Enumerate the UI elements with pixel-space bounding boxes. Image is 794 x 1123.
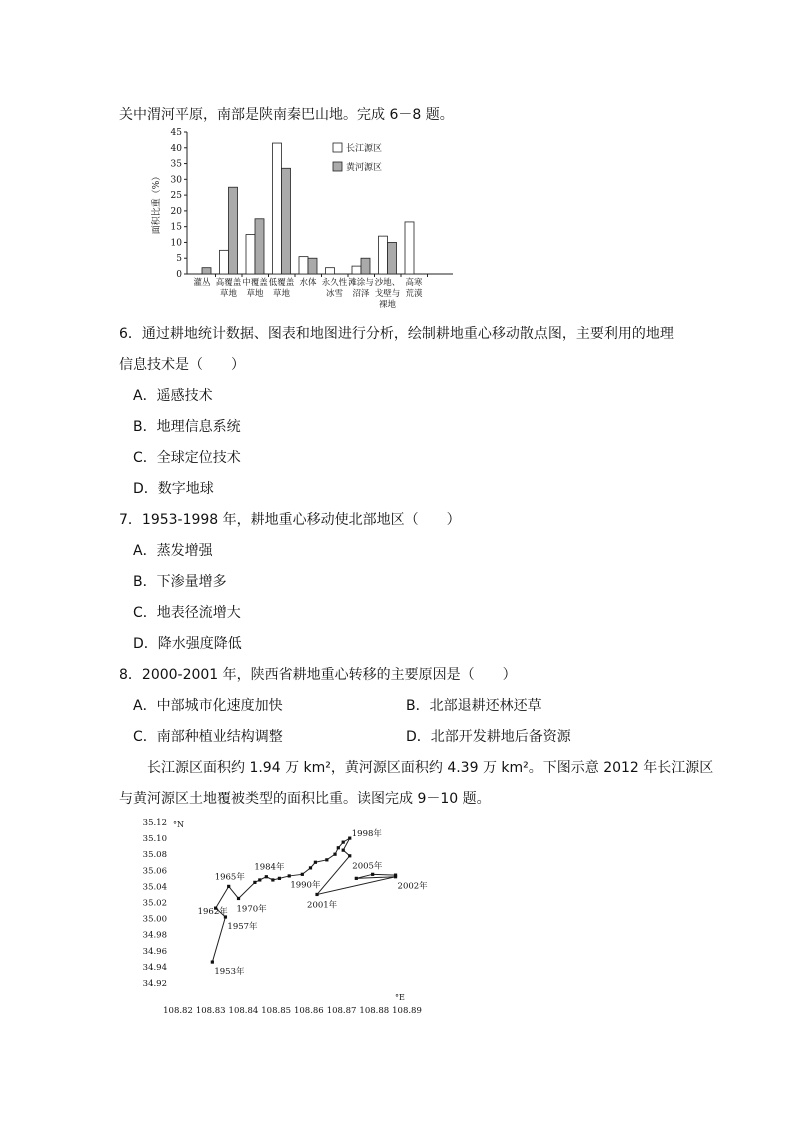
bar-changjiang <box>299 257 308 274</box>
scatter-x-tick-label: 108.86 <box>293 1006 324 1015</box>
trajectory-point-label: 1984年 <box>254 862 285 873</box>
q6-stem-line1: 6．通过耕地统计数据、图表和地图进行分析，绘制耕地重心移动散点图，主要利用的地理 <box>119 326 674 342</box>
trajectory-point <box>253 881 256 884</box>
scatter-y-tick-label: 35.00 <box>142 914 167 925</box>
bar-changjiang <box>379 236 388 274</box>
bar-category-label: 草地 <box>219 289 238 299</box>
trajectory-point <box>237 897 240 900</box>
trajectory-point <box>394 874 397 877</box>
trajectory-point <box>371 873 374 876</box>
bar-y-tick-label: 15 <box>170 222 182 233</box>
bar-category-label: 低覆盖 <box>268 278 295 288</box>
trajectory-point <box>348 854 351 857</box>
bar-category-label: 裸地 <box>378 300 397 310</box>
trajectory-point-label: 1957年 <box>227 921 258 932</box>
passage-line2: 与黄河源区土地覆被类型的面积比重。读图完成 9－10 题。 <box>119 791 491 807</box>
bar-category-label: 草地 <box>272 289 291 299</box>
bar-y-tick-label: 35 <box>170 159 182 170</box>
bar-category-label: 高寒 <box>405 278 423 288</box>
bar-y-tick-label: 20 <box>170 206 182 217</box>
bar-y-tick-label: 10 <box>170 238 182 249</box>
scatter-y-tick-label: 35.04 <box>142 882 167 893</box>
q6-stem-line2: 信息技术是（ ） <box>119 357 245 373</box>
q6-option-a[interactable]: A．遥感技术 <box>133 388 213 404</box>
trajectory-point-label: 1990年 <box>290 880 321 891</box>
q7-option-b[interactable]: B．下渗量增多 <box>133 574 227 590</box>
scatter-x-tick-label: 108.89 <box>392 1006 422 1015</box>
bar-category-label: 灌丛 <box>193 278 211 288</box>
scatter-y-tick-label: 34.98 <box>142 930 167 941</box>
scatter-y-tick-label: 34.92 <box>142 979 167 989</box>
bar-huanghe <box>282 168 291 274</box>
q8-option-c[interactable]: C．南部种植业结构调整 <box>133 729 283 745</box>
trajectory-point <box>258 878 261 881</box>
bar-category-label: 高覆盖 <box>215 278 242 288</box>
bar-category-label: 沼泽 <box>352 289 370 299</box>
bar-huanghe <box>361 258 370 274</box>
trajectory-point-label: 2005年 <box>352 861 383 872</box>
bar-category-label: 永久性 <box>321 278 348 288</box>
trajectory-point-label: 1970年 <box>236 904 267 915</box>
bar-y-tick-label: 40 <box>170 143 182 154</box>
bar-y-tick-label: 45 <box>170 128 182 138</box>
bar-huanghe <box>202 268 211 274</box>
bar-huanghe <box>229 187 238 274</box>
bar-category-label: 水体 <box>299 278 317 288</box>
trajectory-point <box>278 877 281 880</box>
bar-changjiang <box>352 266 361 274</box>
q8-option-d[interactable]: D．北部开发耕地后备资源 <box>406 729 571 745</box>
bar-changjiang <box>273 143 282 274</box>
trajectory-point-label: 2001年 <box>307 900 338 911</box>
q7-option-d[interactable]: D．降水强度降低 <box>133 636 242 652</box>
trajectory-point <box>333 853 336 856</box>
bar-huanghe <box>388 242 397 274</box>
bar-legend-swatch <box>333 143 342 152</box>
q8-option-b[interactable]: B．北部退耕还林还草 <box>406 698 542 714</box>
bar-changjiang <box>326 268 335 274</box>
scatter-y-unit: °N <box>173 820 184 829</box>
bar-legend-swatch <box>333 162 342 171</box>
scatter-y-tick-label: 35.12 <box>142 818 167 828</box>
q6-option-c[interactable]: C．全球定位技术 <box>133 450 241 466</box>
bar-y-tick-label: 5 <box>176 254 182 265</box>
trajectory-point <box>288 874 291 877</box>
bar-y-axis-label: 面积比重（%） <box>152 171 162 235</box>
trajectory-point <box>309 866 312 869</box>
q7-option-a[interactable]: A．蒸发增强 <box>133 543 213 559</box>
q8-stem: 8．2000-2001 年，陕西省耕地重心转移的主要原因是（ ） <box>119 667 517 683</box>
bar-legend-label: 黄河源区 <box>346 163 383 173</box>
trajectory-point <box>342 849 345 852</box>
bar-y-tick-label: 25 <box>170 191 182 202</box>
q7-stem: 7．1953-1998 年，耕地重心移动使北部地区（ ） <box>119 512 461 528</box>
scatter-y-tick-label: 34.94 <box>142 962 167 973</box>
scatter-y-tick-label: 35.08 <box>142 850 167 861</box>
bar-category-label: 沙地、 <box>374 278 401 288</box>
q7-option-c[interactable]: C．地表径流增大 <box>133 605 241 621</box>
bar-huanghe <box>255 219 264 274</box>
bar-changjiang <box>220 250 229 274</box>
bar-category-label: 中覆盖 <box>242 278 268 288</box>
q6-option-d[interactable]: D．数字地球 <box>133 481 214 497</box>
bar-category-label: 草地 <box>246 289 264 299</box>
bar-changjiang <box>246 235 255 274</box>
intro-line: 关中渭河平原，南部是陕南秦巴山地。完成 6－8 题。 <box>119 107 454 123</box>
bar-category-label: 冰雪 <box>325 289 344 299</box>
scatter-x-tick-label: 108.87 <box>326 1006 357 1015</box>
bar-category-label: 荒漠 <box>405 289 423 299</box>
trajectory-point <box>342 841 345 844</box>
trajectory-point <box>301 873 304 876</box>
trajectory-line <box>212 838 395 962</box>
trajectory-point <box>325 858 328 861</box>
trajectory-point <box>314 861 317 864</box>
trajectory-point-label: 1998年 <box>351 829 382 840</box>
q8-option-a[interactable]: A．中部城市化速度加快 <box>133 698 283 714</box>
cropland-centroid-chart <box>133 815 433 1015</box>
trajectory-point-label: 1953年 <box>214 967 245 978</box>
trajectory-point <box>337 846 340 849</box>
trajectory-point-label: 1962年 <box>197 907 228 918</box>
trajectory-point <box>211 960 214 963</box>
passage-line1: 长江源区面积约 1.94 万 km²，黄河源区面积约 4.39 万 km²。下图示意 2012 年长江源区 <box>147 760 714 776</box>
scatter-y-tick-label: 35.06 <box>142 866 167 877</box>
trajectory-point <box>227 885 230 888</box>
scatter-x-tick-label: 108.84 <box>228 1006 259 1015</box>
bar-category-label: 滩涂与 <box>348 278 374 288</box>
bar-y-tick-label: 0 <box>176 270 182 280</box>
bar-changjiang <box>405 222 414 274</box>
scatter-x-tick-label: 108.88 <box>359 1006 390 1015</box>
land-cover-bar-chart <box>145 126 465 314</box>
bar-huanghe <box>308 258 317 274</box>
bar-category-label: 戈壁与 <box>374 289 401 299</box>
scatter-x-tick-label: 108.82 <box>163 1006 193 1015</box>
trajectory-point-label: 2002年 <box>397 881 428 892</box>
scatter-x-unit: °E <box>395 993 405 1002</box>
scatter-x-tick-label: 108.83 <box>195 1006 226 1015</box>
q6-option-b[interactable]: B．地理信息系统 <box>133 419 241 435</box>
scatter-y-tick-label: 34.96 <box>142 946 167 957</box>
scatter-y-tick-label: 35.02 <box>142 898 167 909</box>
scatter-y-tick-label: 35.10 <box>142 834 167 845</box>
trajectory-point <box>271 878 274 881</box>
scatter-x-tick-label: 108.85 <box>261 1006 292 1015</box>
bar-legend-label: 长江源区 <box>346 144 383 154</box>
trajectory-point-label: 1965年 <box>214 872 245 883</box>
bar-y-tick-label: 30 <box>170 175 182 186</box>
trajectory-point <box>315 893 318 896</box>
trajectory-point <box>265 875 268 878</box>
trajectory-point <box>355 877 358 880</box>
